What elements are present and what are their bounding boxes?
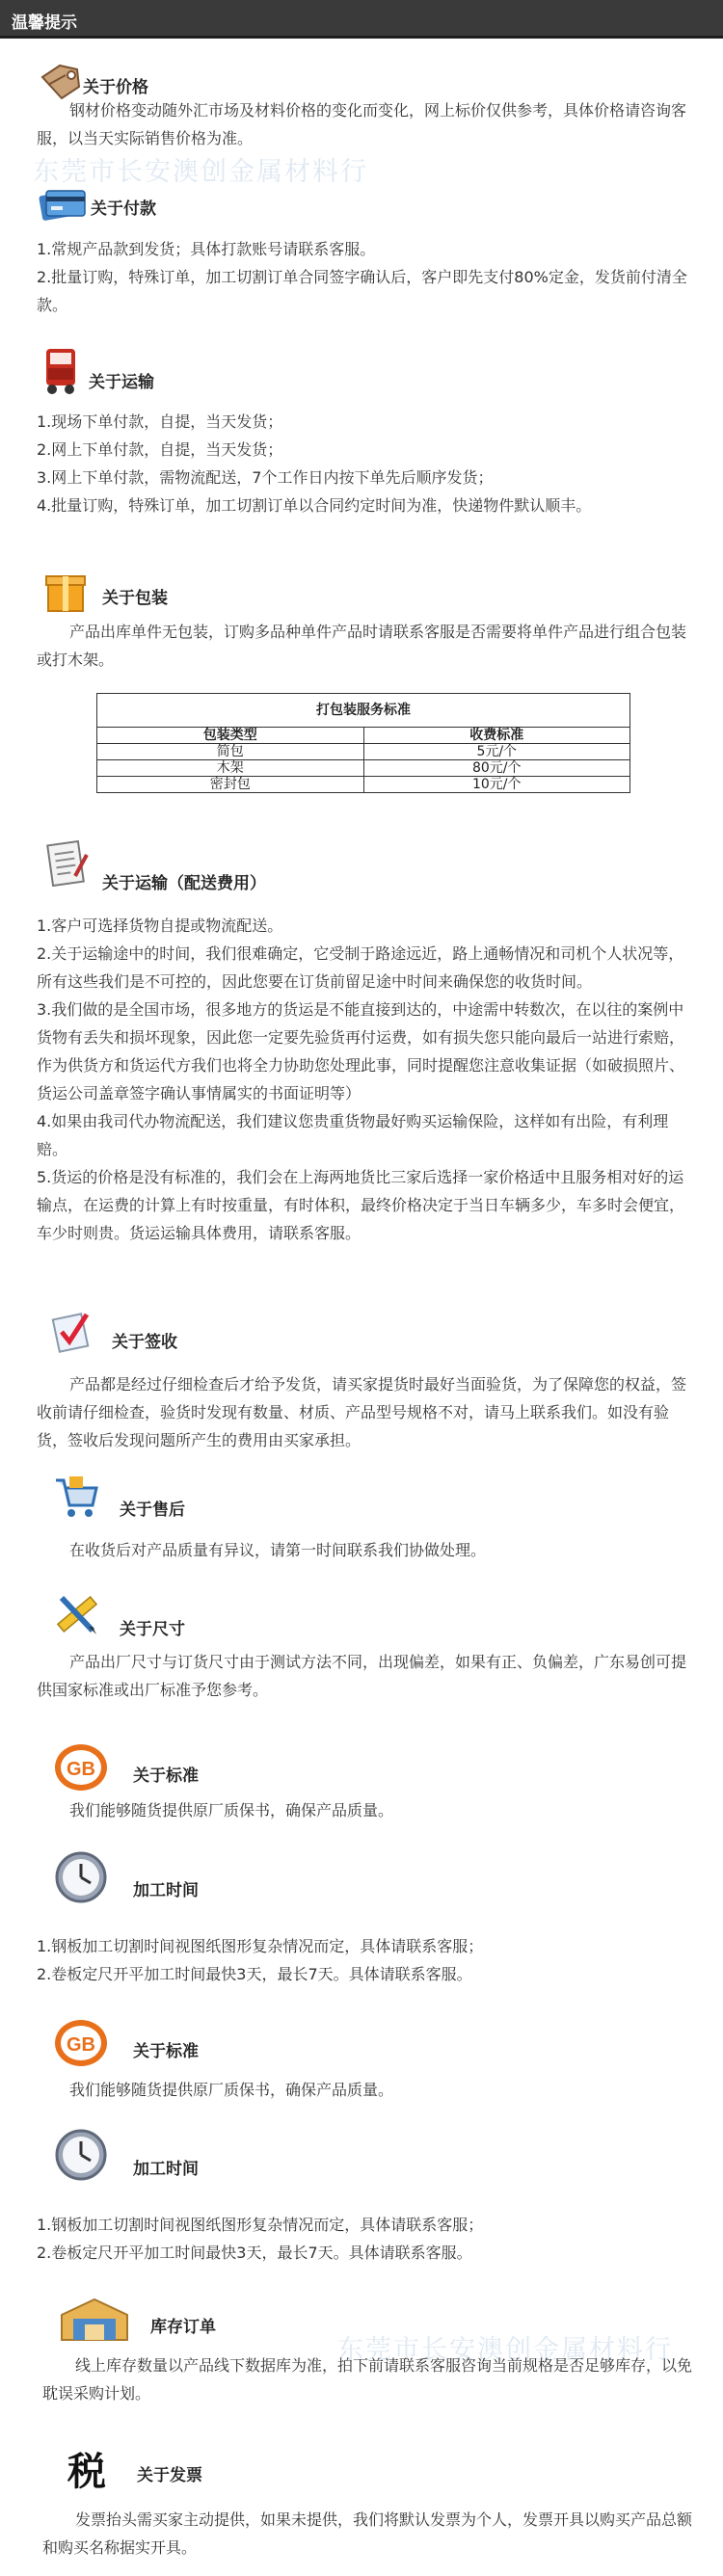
section-freight-list: [37, 912, 692, 1247]
table-cell: 10元/个: [363, 777, 630, 793]
section-payment-header: [37, 177, 326, 231]
packing-table-caption: 打包装服务标准: [97, 694, 630, 728]
truck-icon: [35, 343, 89, 397]
table-cell: 5元/个: [363, 744, 630, 760]
tax-seal-label: 税: [67, 2450, 106, 2494]
list-item: 3.我们做的是全国市场，很多地方的货运是不能直接到达的，中途需中转数次，在以往的案例中货物有丢失和损坏现象，因此您一定要先验货再付运费，如有损失您只能向最后一站进行索赔，作为供货方和货运代方我们也将全力协助您处理此事，同时提醒您注意收集证据（如破损照片、货运公司盖章签字确认事情属实的书面证明等）: [37, 1000, 685, 1102]
gb-badge-label: GB: [67, 1759, 95, 1780]
section-time1-title: 加工时间: [133, 1881, 199, 1900]
section-stock-header: [60, 2294, 349, 2348]
header-title: 温馨提示: [12, 13, 77, 33]
gift-box-icon: [39, 563, 93, 617]
list-item: 2.网上下单付款，自提，当天发货；: [37, 440, 283, 459]
list-item: 4.如果由我司代办物流配送，我们建议您贵重货物最好购买运输保险，这样如有出险，有利理赔。: [37, 1112, 669, 1158]
table-row: [97, 777, 630, 793]
section-signing-title: 关于签收: [112, 1333, 177, 1352]
list-item: 3.网上下单付款，需物流配送，7个工作日内按下单先后顺序发货；: [37, 468, 494, 487]
gb-badge-icon: [54, 1740, 108, 1794]
packing-table-header: 包装类型: [97, 728, 364, 744]
list-item: 1.钢板加工切割时间视图纸图形复杂情况而定，具体请联系客服；: [37, 2216, 484, 2234]
table-row: [97, 760, 630, 777]
section-signing-text: 产品都是经过仔细检查后才给予发货，请买家提货时最好当面验货，为了保障您的权益，签收前请仔细检查，验货时发现有数量、材质、产品型号规格不对，请马上联系我们。如没有验货，签收后发现问题所产生的费用由买家承担。: [37, 1375, 687, 1449]
table-cell: 简包: [97, 744, 364, 760]
warehouse-icon: [60, 2294, 129, 2348]
section-invoice-text: 发票抬头需买家主动提供，如果未提供，我们将默认发票为个人，发票开具以购买产品总额和购买名称据实开具。: [42, 2510, 693, 2557]
document-icon: [39, 837, 93, 891]
section-packing-text: 产品出库单件无包装，订购多品种单件产品时请联系客服是否需要将单件产品进行组合包装或打木架。: [37, 623, 687, 669]
list-item: 1.常规产品款到发货；具体打款账号请联系客服。: [37, 240, 376, 258]
section-freight-header: [39, 837, 424, 891]
ruler-pencil-icon: [50, 1586, 104, 1640]
watermark-bottom: 东莞市长安澳创金属材料行: [337, 2335, 673, 2365]
packing-fee-table: [96, 693, 630, 793]
section-time2-list: [37, 2211, 692, 2267]
list-item: 1.现场下单付款，自提，当天发货；: [37, 412, 283, 431]
section-time1-header: [54, 1850, 343, 1904]
section-time2-title: 加工时间: [133, 2160, 199, 2179]
shopping-cart-icon: [50, 1469, 104, 1523]
section-aftersale-text: 在收货后对产品质量有异议，请第一时间联系我们协做处理。: [69, 1541, 487, 1559]
section-shipping-header: [35, 343, 324, 397]
section-signing-header: [48, 1303, 337, 1357]
section-stock-text: 线上库存数量以产品线下数据库为准，拍下前请联系客服咨询当前规格是否足够库存，以免耽误采购计划。: [42, 2356, 693, 2403]
section-size-text: 产品出厂尺寸与订货尺寸由于测试方法不同，出现偏差，如果有正、负偏差，广东易创可提供国家标准或出厂标准予您参考。: [37, 1653, 687, 1699]
section-size-title: 关于尺寸: [120, 1620, 185, 1639]
section-aftersale-title: 关于售后: [120, 1500, 185, 1520]
list-item: 1.客户可选择货物自提或物流配送。: [37, 916, 283, 935]
section-payment-title: 关于付款: [91, 199, 156, 219]
list-item: 2.卷板定尺开平加工时间最快3天，最长7天。具体请联系客服。: [37, 2244, 472, 2262]
table-cell: 木架: [97, 760, 364, 777]
tax-seal-icon: [64, 2442, 118, 2496]
packing-table-header: 收费标准: [363, 728, 630, 744]
section-price-title: 关于价格: [83, 78, 148, 97]
section-aftersale-header: [50, 1469, 339, 1523]
section-shipping-title: 关于运输: [89, 373, 154, 392]
section-price-text: 钢材价格变动随外汇市场及材料价格的变化而变化，网上标价仅供参考，具体价格请咨询客服，以当天实际销售价格为准。: [37, 101, 687, 147]
section-standard2-text: 我们能够随货提供原厂质保书，确保产品质量。: [69, 2081, 394, 2099]
section-packing-header: [39, 563, 328, 617]
gb-badge-label: GB: [67, 2034, 95, 2056]
section-payment-list: [37, 235, 692, 319]
section-time2-header: [54, 2128, 343, 2182]
section-freight-title: 关于运输（配送费用）: [102, 874, 266, 893]
list-item: 5.货运的价格是没有标准的，我们会在上海两地货比三家后选择一家价格适中且服务相对好的运输点，在运费的计算上有时按重量，有时体积，最终价格决定于当日车辆多少，车多时会便宜，车少时则贵。货运运输具体费用，请联系客服。: [37, 1168, 685, 1242]
clock-icon: [54, 2128, 108, 2182]
section-time1-list: [37, 1932, 692, 1988]
section-stock-title: 库存订单: [150, 2318, 216, 2337]
section-invoice-title: 关于发票: [137, 2466, 202, 2485]
header-bar: [0, 0, 723, 39]
list-item: 1.钢板加工切割时间视图纸图形复杂情况而定，具体请联系客服；: [37, 1937, 484, 1955]
watermark-top: 东莞市长安澳创金属材料行: [33, 157, 368, 187]
gb-badge-icon: [54, 2016, 108, 2070]
section-standard2-header: [54, 2016, 343, 2070]
section-standard2-title: 关于标准: [133, 2042, 199, 2061]
list-item: 2.批量订购，特殊订单，加工切割订单合同签字确认后，客户即先支付80%定金，发货前付清全款。: [37, 268, 687, 314]
section-standard1-title: 关于标准: [133, 1766, 199, 1786]
section-standard1-header: [54, 1740, 343, 1794]
section-shipping-list: [37, 408, 692, 519]
credit-card-icon: [37, 177, 91, 231]
section-standard1-text: 我们能够随货提供原厂质保书，确保产品质量。: [69, 1801, 394, 1819]
section-invoice-header: [64, 2442, 353, 2496]
list-item: 2.卷板定尺开平加工时间最快3天，最长7天。具体请联系客服。: [37, 1965, 472, 1983]
table-cell: 80元/个: [363, 760, 630, 777]
checkmark-paper-icon: [48, 1303, 102, 1357]
list-item: 4.批量订购，特殊订单，加工切割订单以合同约定时间为准，快递物件默认顺丰。: [37, 496, 592, 515]
list-item: 2.关于运输途中的时间，我们很难确定，它受制于路途远近，路上通畅情况和司机个人状况等，所有这些我们是不可控的，因此您要在订货前留足途中时间来确保您的收货时间。: [37, 944, 684, 991]
clock-icon: [54, 1850, 108, 1904]
table-cell: 密封包: [97, 777, 364, 793]
section-size-header: [50, 1586, 339, 1640]
section-packing-title: 关于包装: [102, 589, 168, 608]
table-row: [97, 744, 630, 760]
